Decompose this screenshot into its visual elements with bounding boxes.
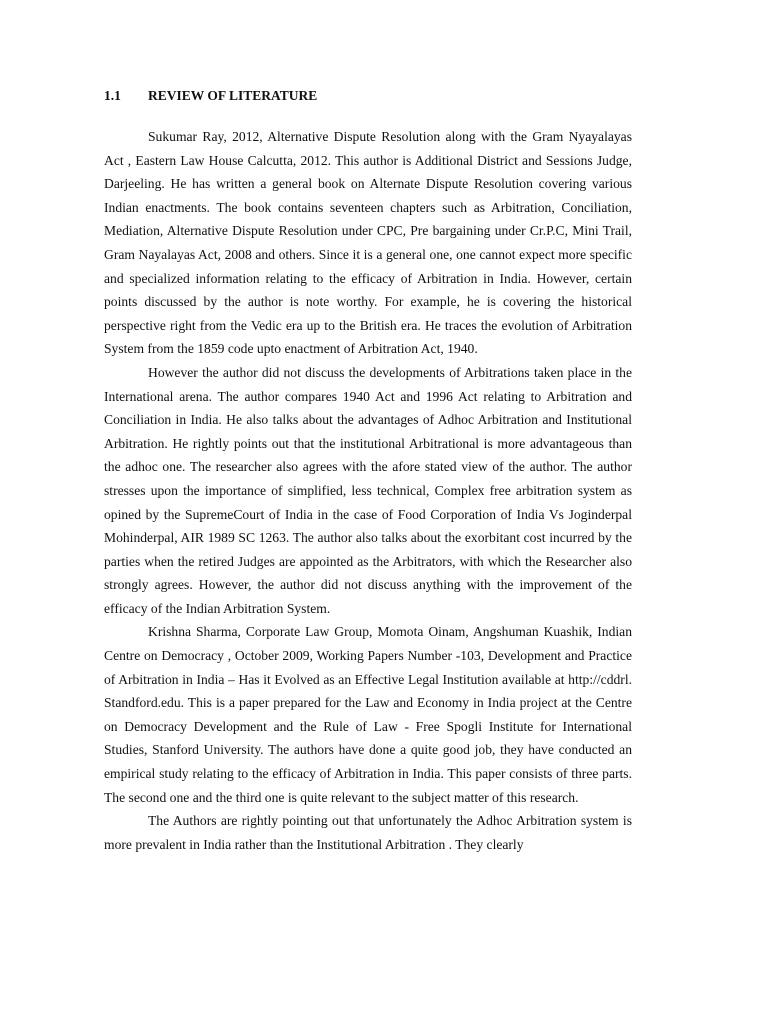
section-number: 1.1 [104,88,121,103]
paragraph-author-discussion: However the author did not discuss the developments of Arbitrations taken place in the International arena. The author compares 1940 Act and 1996 Act relating to Arbitration and Conciliation in India. He also talks about the advantages of Adhoc Arbitration and Institutional Arbitration. He rightly points out that the institutional Arbitrational is more advantageous than the adhoc one. The researcher also agrees with the afore stated view of the author. The author stresses upon the importance of simplified, less technical, Complex free arbitration system as opined by the SupremeCourt of India in the case of Food Corporation of India Vs Joginderpal Mohinderpal, AIR 1989 SC 1263. The author also talks about the exorbitant cost incurred by the parties when the retired Judges are appointed as the Arbitrators, with which the Researcher also strongly agrees. However, the author did not discuss anything with the improvement of the efficacy of the Indian Arbitration System. [104,364,632,616]
paragraph-sukumar-ray: Sukumar Ray, 2012, Alternative Dispute Resolution along with the Gram Nyayalayas Act , Eastern Law House Calcutta, 2012. This author is Additional District and Sessions Judge, Darjeeling. He has written a general book on Alternate Dispute Resolution covering various Indian enactments. The book contains seventeen chapters such as Arbitration, Conciliation, Mediation, Alternative Dispute Resolution under CPC, Pre bargaining under Cr.P.C, Mini Trail, Gram Nayalayas Act, 2008 and others. Since it is a general one, one cannot expect more specific and specialized information relating to the efficacy of Arbitration in India. However, certain points discussed by the author is note worthy. For example, he is covering the historical perspective right from the Vedic era up to the British era. He traces the evolution of Arbitration System from the 1859 code upto enactment of Arbitration Act, 1940. [104,129,632,357]
document-page [104,84,632,856]
paragraph-adhoc-arbitration: The Authors are rightly pointing out that unfortunately the Adhoc Arbitration system is more prevalent in India rather than the Institutional Arbitration . They clearly [104,813,632,852]
section-title: REVIEW OF LITERATURE [148,88,318,103]
paragraph-krishna-sharma: Krishna Sharma, Corporate Law Group, Momota Oinam, Angshuman Kuashik, Indian Centre on Democracy , October 2009, Working Papers Number -103, Development and Practice of Arbitration in India – Has it Evolved as an Effective Legal Institution available at http://cddrl. Standford.edu. This is a paper prepared for the Law and Economy in India project at the Centre on Democracy Development and the Rule of Law - Free Spogli Institute for International Studies, Stanford University. The authors have done a quite good job, they have conducted an empirical study relating to the efficacy of Arbitration in India. This paper consists of three parts. The second one and the third one is quite relevant to the subject matter of this research. [104,624,632,805]
section-heading [104,84,632,108]
